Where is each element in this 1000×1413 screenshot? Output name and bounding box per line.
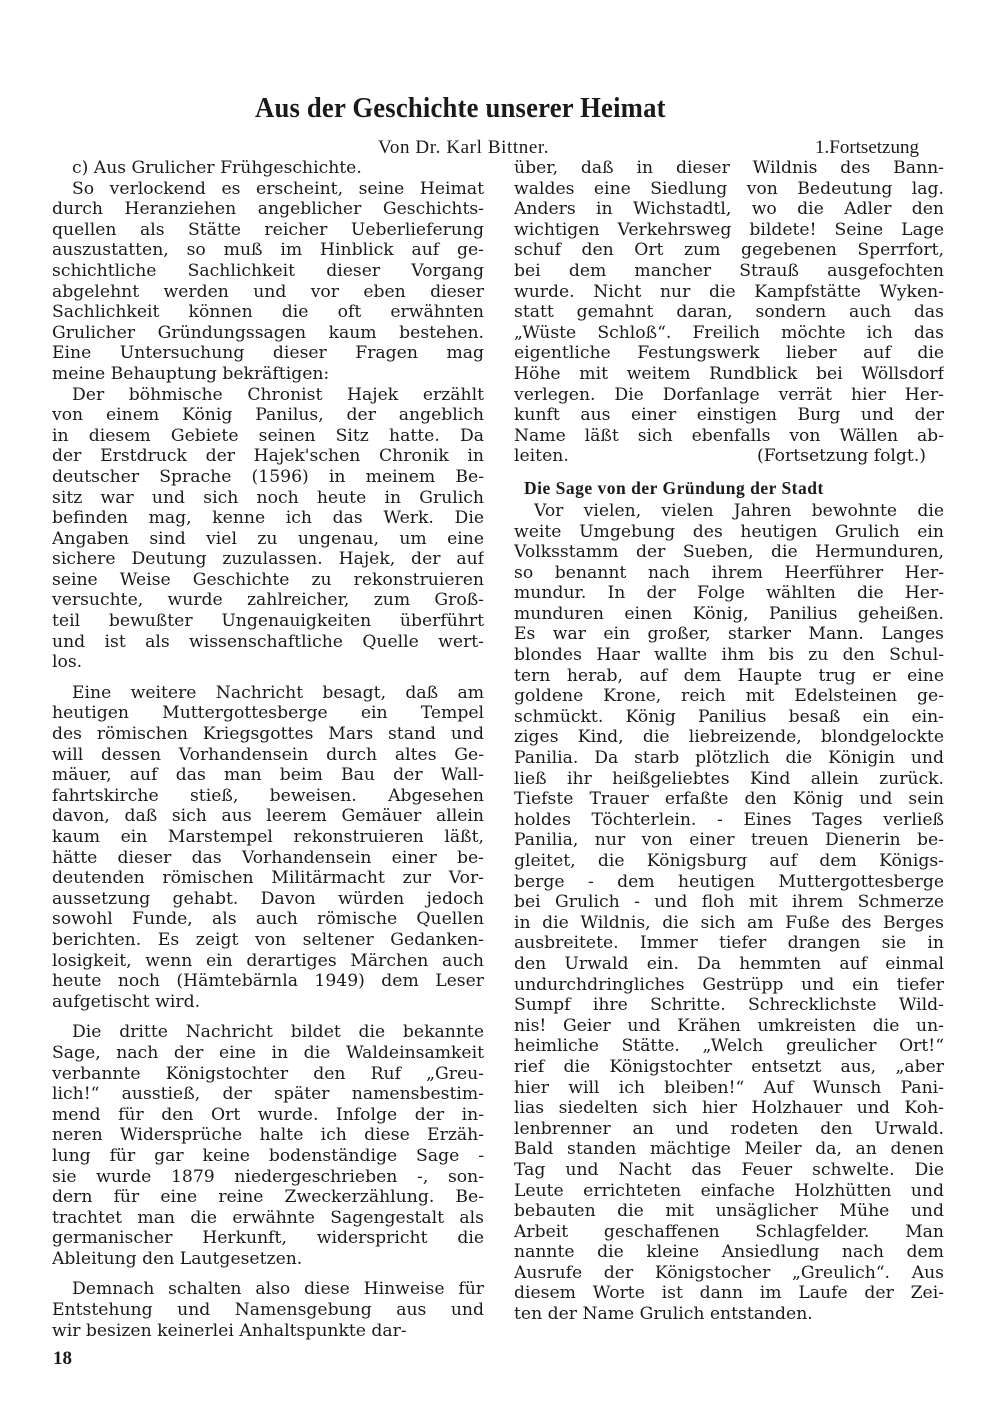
text-line: Eine Untersuchung dieser Fragen mag: [52, 343, 484, 364]
text-line: „Wüste Schloß“. Freilich möchte ich das: [514, 322, 944, 343]
text-line: blondes Haar wallte ihm bis zu den Schul-: [514, 645, 944, 666]
text-line: rief die Königstochter entsetzt aus, „aber: [514, 1056, 944, 1077]
text-line: gleitet, die Königsburg auf dem Königs-: [514, 851, 944, 871]
text-line: lung für gar keine bodenständige Sage -: [52, 1145, 484, 1166]
text-line: So verlockend es erscheint, seine Heimat: [72, 178, 484, 199]
text-line: Angaben sind viel zu ungenau, um eine: [52, 528, 484, 549]
text-line: wir besizen keinerlei Anhaltspunkte dar-: [52, 1320, 407, 1341]
text-line: befinden mag, kenne ich das Werk. Die: [52, 508, 484, 529]
text-line: los.: [52, 652, 83, 673]
text-line: Es war ein großer, starker Mann. Langes: [514, 624, 944, 645]
text-line: ziges Kind, die liebreizende, blondgelockte: [514, 727, 944, 748]
text-line: holdes Töchterlein. - Eines Tages verließ: [514, 809, 944, 830]
text-line: Leute errichteten einfache Holzhütten und: [514, 1180, 944, 1201]
text-line: bebauten die mit unsäglicher Mühe und: [514, 1201, 944, 1222]
text-line: durch Heranziehen angeblicher Geschichts-: [52, 199, 484, 220]
text-line: losigkeit, wenn ein derartiges Märchen auch: [52, 950, 484, 971]
text-line: Höhe mit weitem Rundblick bei Wöllsdorf: [514, 363, 944, 384]
text-line: Sumpf ihre Schritte. Schrecklichste Wild-: [514, 995, 944, 1016]
text-line: verbannte Königstochter den Ruf „Greu-: [52, 1063, 484, 1084]
text-line: Tiefste Trauer erfaßte den König und sein: [514, 789, 944, 810]
text-line: heimliche Stätte. „Welch greulicher Ort!“: [514, 1036, 944, 1057]
text-line: Sachlichkeit können die oft erwähnten: [52, 302, 484, 323]
page-number: 18: [53, 1348, 72, 1369]
text-line: berichten. Es zeigt von seltener Gedanken-: [52, 929, 484, 950]
left-column-paragraphs: [52, 179, 484, 1342]
text-line: den Urwald ein. Da hemmten auf einmal: [514, 953, 944, 974]
text-line: berge - dem heutigen Muttergottesberge: [514, 871, 944, 892]
text-line: germanischer Herkunft, widerspricht die: [52, 1228, 484, 1249]
text-line: weite Umgebung des heutigen Grulich ein: [514, 521, 944, 542]
text-line: Sage, nach der eine in die Waldeinsamkeit: [52, 1042, 484, 1063]
text-line: in diesem Gebiete seinen Sitz hatte. Da: [52, 425, 484, 446]
text-line: meine Behauptung bekräftigen:: [52, 363, 330, 384]
text-line: verlegen. Die Dorfanlage verrät hier Her-: [514, 384, 944, 405]
text-line: der Erstdruck der Hajek'schen Chronik in: [52, 446, 484, 467]
text-line: über, daß in dieser Wildnis des Bann-: [514, 158, 944, 178]
text-line: Ableitung den Lautgesetzen.: [52, 1248, 303, 1269]
text-line: lich!“ ausstieß, der später namensbestim-: [52, 1084, 484, 1105]
text-line: Entstehung und Namensgebung aus und: [52, 1300, 484, 1321]
text-line: eigentliche Festungswerk lieber auf die: [514, 343, 944, 364]
text-line: deutenden römischen Militärmacht zur Vor-: [52, 868, 484, 889]
text-line: Ausrufe der Königstocher „Greulich“. Aus: [514, 1262, 944, 1283]
text-line: aufgetischt wird.: [52, 991, 201, 1012]
text-line: wichtigen Verkehrsweg bildete! Seine Lage: [514, 219, 944, 240]
text-line: ten der Name Grulich entstanden.: [514, 1304, 813, 1325]
paragraph: [52, 1279, 484, 1341]
text-line: deutscher Sprache (1596) in meinem Be-: [52, 466, 484, 487]
text-line: sichere Deutung zuzulassen. Hajek, der auf: [52, 549, 484, 570]
text-line: ließ ihr heißgeliebtes Kind allein zurück.: [514, 768, 944, 789]
text-line: kunft aus einer einstigen Burg und der: [514, 405, 944, 426]
text-line: bei dem mancher Strauß ausgefochten: [514, 260, 944, 281]
text-line: und ist als wissenschaftliche Quelle wert-: [52, 631, 484, 652]
text-line: statt gemahnt daran, sondern auch das: [514, 302, 944, 323]
text-line: sie wurde 1879 niedergeschrieben -, son-: [52, 1166, 484, 1187]
paragraph: [52, 179, 484, 385]
closing-word: leiten.: [514, 446, 569, 467]
text-line: Grulicher Gründungssagen kaum bestehen.: [52, 322, 484, 343]
text-line: fahrtskirche stieß, beweisen. Abgesehen: [52, 785, 484, 806]
text-line: waldes eine Siedlung von Bedeutung lag.: [514, 178, 944, 199]
text-line: Eine weitere Nachricht besagt, daß am: [72, 682, 484, 703]
text-line: undurchdringliches Gestrüpp und ein tiefer: [514, 974, 944, 995]
text-line: Anders in Wichstadtl, wo die Adler den: [514, 199, 944, 220]
text-line: von einem König Panilus, der angeblich: [52, 405, 484, 426]
text-line: teil bewußter Ungenauigkeiten überführt: [52, 611, 484, 632]
text-line: in die Wildnis, die sich am Fuße des Berges: [514, 912, 944, 933]
text-line: Panilia. Da starb plötzlich die Königin und: [514, 748, 944, 769]
text-line: Panilia, nur von einer treuen Dienerin be-: [514, 830, 944, 851]
text-line: des römischen Kriegsgottes Mars stand und: [52, 724, 484, 745]
text-line: Vor vielen, vielen Jahren bewohnte die: [534, 500, 944, 521]
article-title: Aus der Geschichte unserer Heimat: [255, 92, 666, 124]
text-line: wurde. Nicht nur die Kampfstätte Wyken-: [514, 281, 944, 302]
text-line: nannte die kleine Ansiedlung nach dem: [514, 1242, 944, 1263]
text-line: goldene Krone, reich mit Edelsteinen ge-: [514, 686, 944, 707]
text-line: mäuer, auf das man beim Bau der Wall-: [52, 765, 484, 786]
paragraph: [52, 385, 484, 673]
text-line: quellen als Stätte reicher Ueberlieferung: [52, 219, 484, 240]
author-byline: Von Dr. Karl Bittner.: [378, 137, 550, 158]
text-line: so benannt nach ihrem Heerführer Her-: [514, 562, 944, 583]
text-line: lenbrenner an und rodeten den Urwald.: [514, 1118, 944, 1139]
text-line: sitz war und sich noch heute in Grulich: [52, 487, 484, 508]
text-line: ausbreitete. Immer tiefer drangen sie in: [514, 933, 944, 954]
text-line: Der böhmische Chronist Hajek erzählt: [72, 384, 484, 405]
text-line: dern für eine reine Zweckerzählung. Be-: [52, 1187, 484, 1208]
text-line: trachtet man die erwähnte Sagengestalt als: [52, 1207, 484, 1228]
text-line: heutigen Muttergottesberge ein Tempel: [52, 703, 484, 724]
text-line: schichtliche Sachlichkeit dieser Vorgang: [52, 260, 484, 281]
story-heading: Die Sage von der Gründung der Stadt: [524, 477, 824, 498]
text-line: munduren einen König, Panilius geheißen.: [514, 603, 944, 624]
text-line: sowohl Funde, als auch römische Quellen: [52, 909, 484, 930]
closing-line: [514, 446, 944, 467]
continued-text: [514, 158, 944, 446]
right-column: [514, 158, 944, 1325]
text-line: tern herab, auf dem Haupte trug er eine: [514, 665, 944, 686]
text-line: seine Weise Geschichte zu rekonstruieren: [52, 569, 484, 590]
text-line: aussetzung gehabt. Davon würden jedoch: [52, 888, 484, 909]
text-line: versuchte, wurde zahlreicher, zum Groß-: [52, 590, 484, 611]
text-line: schuf den Ort zum gegebenen Sperrfort,: [514, 240, 944, 261]
text-line: Volksstamm der Sueben, die Hermunduren,: [514, 542, 944, 563]
text-line: mend für den Ort wurde. Infolge der in-: [52, 1104, 484, 1125]
text-line: Die dritte Nachricht bildet die bekannte: [72, 1022, 484, 1043]
text-line: neren Widersprüche halte ich diese Erzäh-: [52, 1125, 484, 1146]
paragraph: [52, 1022, 484, 1269]
text-line: mundur. In der Folge wählten die Her-: [514, 583, 944, 604]
text-line: Name läßt sich ebenfalls von Wällen ab-: [514, 425, 944, 446]
text-line: hier will ich bleiben!“ Auf Wunsch Pani-: [514, 1077, 944, 1098]
text-line: kaum ein Marstempel rekonstruieren läßt,: [52, 827, 484, 847]
text-line: will dessen Vorhandensein durch altes Ge-: [52, 744, 484, 765]
text-line: lias siedelten sich hier Holzhauer und Koh-: [514, 1098, 944, 1119]
text-line: Demnach schalten also diese Hinweise für: [72, 1279, 484, 1300]
text-line: Bald standen mächtige Meiler da, an denen: [514, 1139, 944, 1160]
text-line: diesem Worte ist dann im Laufe der Zei-: [514, 1283, 944, 1304]
text-line: nis! Geier und Krähen umkreisten die un-: [514, 1015, 944, 1036]
text-line: davon, daß sich aus leerem Gemäuer allein: [52, 806, 484, 827]
text-line: hätte dieser das Vorhandensein einer be-: [52, 847, 484, 868]
continuation-label: 1.Fortsetzung: [815, 137, 919, 158]
text-line: heute noch (Hämtebärnla 1949) dem Leser: [52, 971, 484, 992]
text-line: abgelehnt werden und vor eben dieser: [52, 281, 484, 302]
text-line: Tag und Nacht das Feuer schwelte. Die: [514, 1159, 944, 1180]
text-line: auszustatten, so muß im Hinblick auf ge-: [52, 240, 484, 261]
paragraph: [52, 683, 484, 1013]
story-text: [514, 501, 944, 1325]
to-be-continued-note: (Fortsetzung folgt.): [756, 446, 926, 467]
text-line: schmückt. König Panilius besaß ein ein-: [514, 706, 944, 727]
text-line: Arbeit geschaffenen Schlagfelder. Man: [514, 1221, 944, 1242]
text-line: bei Grulich - und floh mit ihrem Schmerze: [514, 892, 944, 913]
section-heading: c) Aus Grulicher Frühgeschichte.: [72, 158, 362, 178]
left-column: [52, 158, 484, 1341]
